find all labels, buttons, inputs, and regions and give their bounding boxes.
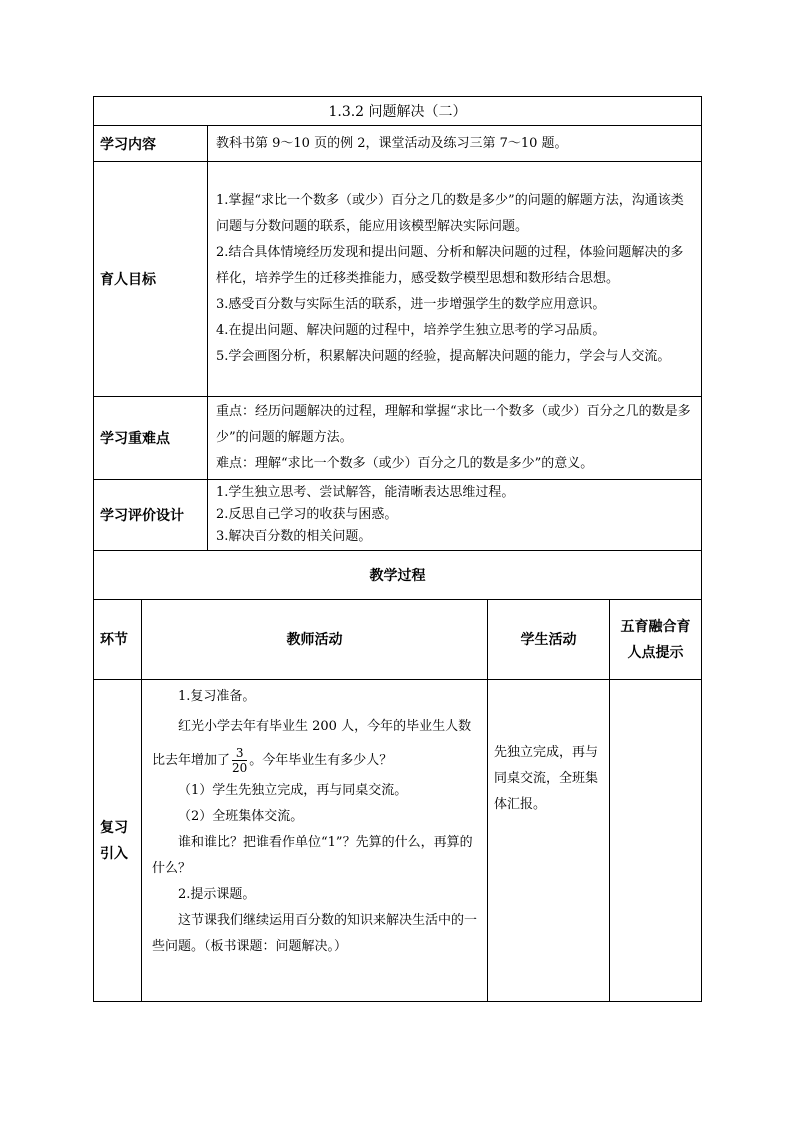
header-hint: 五育融合育人点提示 — [610, 600, 702, 680]
fraction-denominator: 20 — [232, 761, 248, 775]
problem-text-after: 。今年毕业生有多少人？ — [249, 753, 393, 768]
evaluation-text — [208, 480, 702, 551]
lesson-title: 1.3.2 问题解决（二） — [94, 97, 702, 126]
teacher-line: 谁和谁比？把谁看作单位“1”？先算的什么，再算的什么？ — [152, 835, 473, 876]
key-points-text — [208, 397, 702, 480]
evaluation-row — [94, 480, 702, 551]
teacher-line: （2）全班集体交流。 — [178, 809, 304, 824]
header-student: 学生活动 — [488, 600, 610, 680]
fraction — [232, 746, 247, 775]
student-text: 先独立完成，再与同桌交流，全班集体汇报。 — [494, 745, 599, 812]
goal-item: 3.感受百分数与实际生活的联系，进一步增强学生的数学应用意识。 — [216, 297, 606, 312]
teacher-line: （1）学生先独立完成，再与同桌交流。 — [178, 783, 408, 798]
goals-row — [94, 162, 702, 397]
header-teacher: 教师活动 — [142, 600, 488, 680]
process-header-row — [94, 600, 702, 680]
review-hint — [610, 680, 702, 1002]
problem-text-before: 红光小学去年有毕业生 200 人，今年的毕业生人数比去年增加了 — [152, 719, 472, 768]
review-phase-label: 复习引入 — [94, 680, 142, 1002]
lesson-plan-table — [93, 96, 702, 1002]
process-title-row — [94, 551, 702, 600]
teacher-line: 1.复习准备。 — [178, 689, 256, 704]
fraction-numerator: 3 — [232, 746, 247, 761]
key-points-label: 学习重难点 — [94, 397, 208, 480]
content-text: 教科书第 9～10 页的例 2，课堂活动及练习三第 7～10 题。 — [208, 126, 702, 162]
goals-text — [208, 162, 702, 397]
content-label: 学习内容 — [94, 126, 208, 162]
key-points-row — [94, 397, 702, 480]
goal-item: 1.掌握“求比一个数多（或少）百分之几的数是多少”的问题的解题方法，沟通该类问题与分数问题的联系，能应用该模型解决实际问题。 — [216, 193, 684, 234]
key-point-item: 难点：理解“求比一个数多（或少）百分之几的数是多少”的意义。 — [216, 456, 594, 471]
title-row — [94, 97, 702, 126]
review-teacher-activity — [142, 680, 488, 1002]
content-row — [94, 126, 702, 162]
goals-label: 育人目标 — [94, 162, 208, 397]
evaluation-item: 3.解决百分数的相关问题。 — [216, 529, 372, 544]
evaluation-item: 2.反思自己学习的收获与困惑。 — [216, 507, 398, 522]
goal-item: 4.在提出问题、解决问题的过程中，培养学生独立思考的学习品质。 — [216, 323, 606, 338]
goal-item: 5.学会画图分析，积累解决问题的经验，提高解决问题的能力，学会与人交流。 — [216, 349, 671, 364]
teacher-line: 2.提示课题。 — [178, 887, 256, 902]
key-point-item: 重点：经历问题解决的过程，理解和掌握“求比一个数多（或少）百分之几的数是多少”的问题的解题方法。 — [216, 404, 691, 445]
review-row — [94, 680, 702, 1002]
teacher-problem — [152, 710, 477, 778]
header-phase: 环节 — [94, 600, 142, 680]
goal-item: 2.结合具体情境经历发现和提出问题、分析和解决问题的过程，体验问题解决的多样化，培养学生的迁移类推能力，感受数学模型思想和数形结合思想。 — [216, 245, 684, 286]
review-student-activity — [488, 680, 610, 1002]
teacher-line: 这节课我们继续运用百分数的知识来解决生活中的一些问题。（板书课题：问题解决。） — [152, 913, 478, 954]
process-section-title: 教学过程 — [94, 551, 702, 600]
lesson-plan-page — [93, 96, 701, 1002]
evaluation-label: 学习评价设计 — [94, 480, 208, 551]
evaluation-item: 1.学生独立思考、尝试解答，能清晰表达思维过程。 — [216, 485, 515, 500]
